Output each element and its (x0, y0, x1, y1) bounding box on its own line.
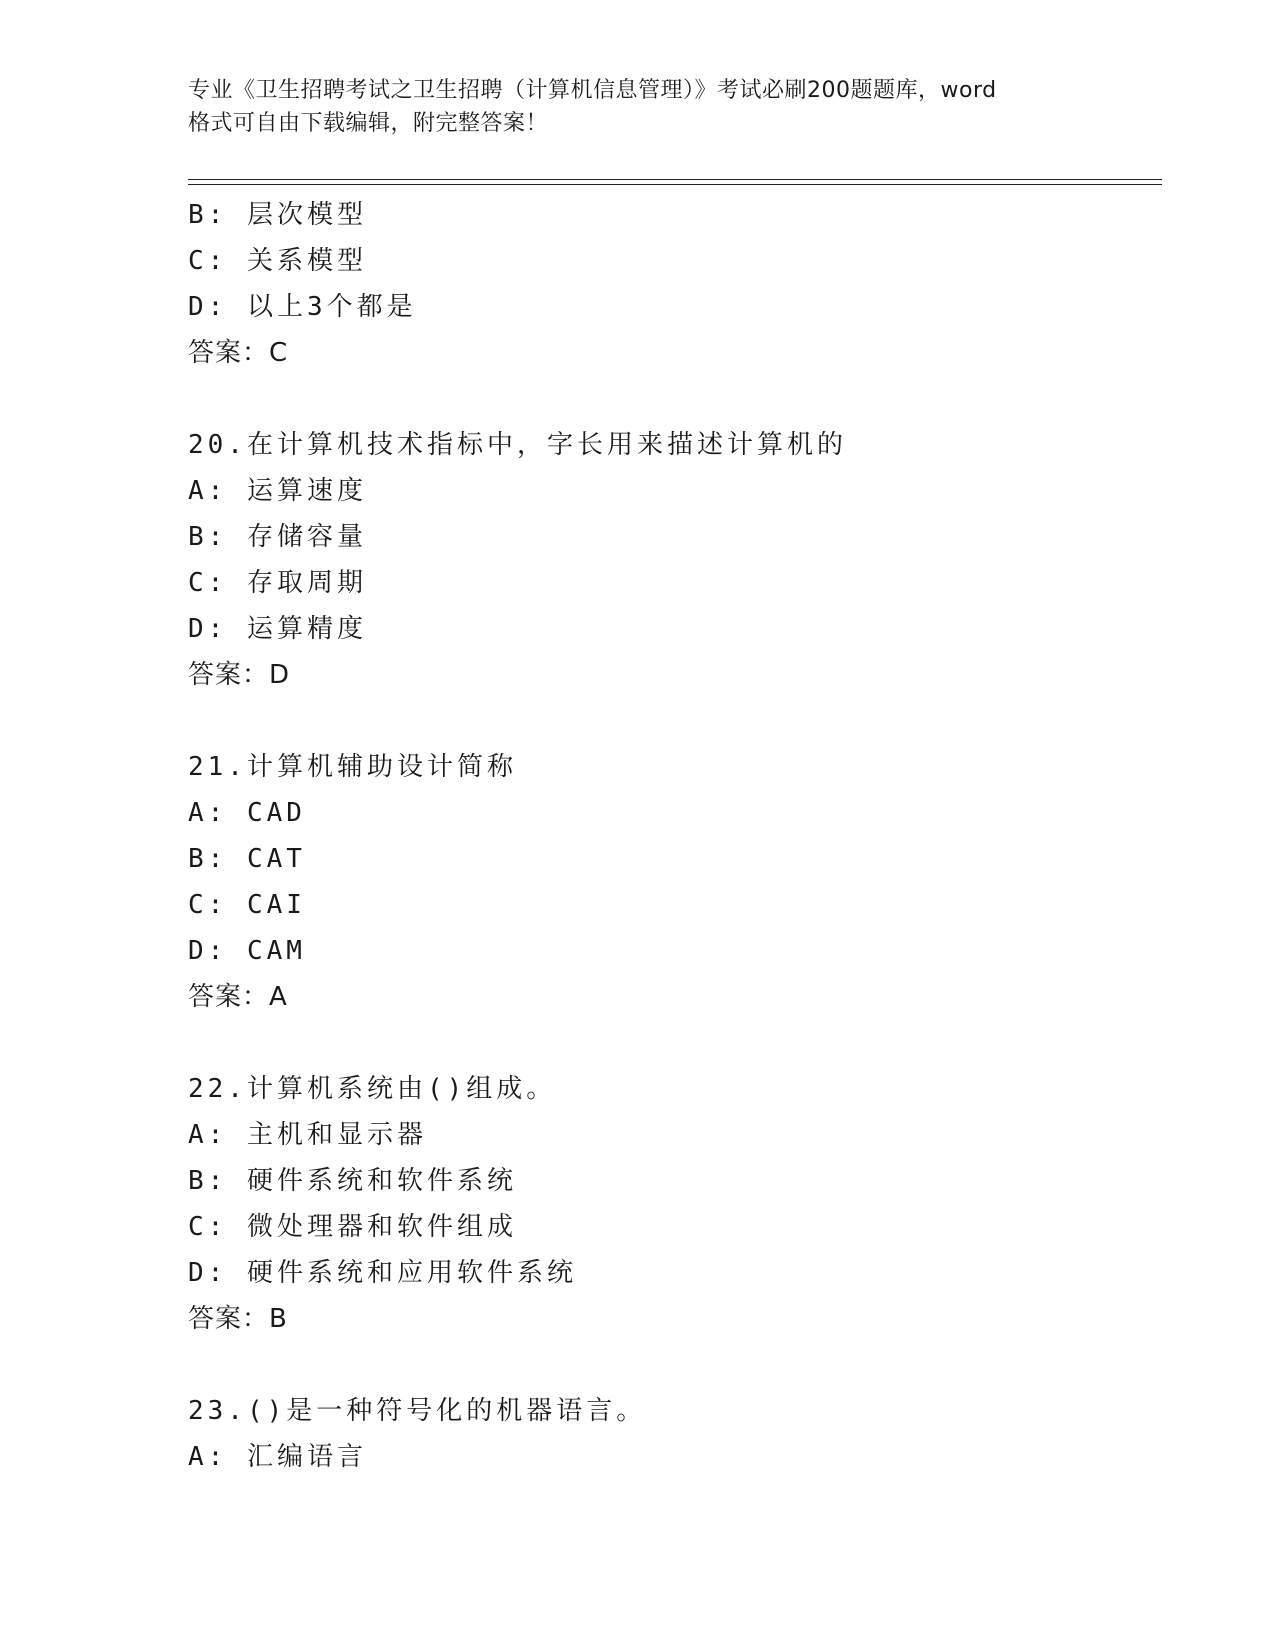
option-b: B: 存储容量 (188, 522, 367, 552)
option-c: C: 微处理器和软件组成 (188, 1212, 517, 1242)
option-c: C: 关系模型 (188, 246, 367, 276)
option-a: A: CAD (188, 798, 306, 828)
question-list (188, 192, 1162, 1480)
option-b: B: 硬件系统和软件系统 (188, 1166, 517, 1196)
question-text: 22.计算机系统由()组成。 (188, 1074, 557, 1104)
question-text: 20.在计算机技术指标中，字长用来描述计算机的 (188, 430, 847, 460)
option-a: A: 汇编语言 (188, 1442, 367, 1472)
question-text: 23.()是一种符号化的机器语言。 (188, 1396, 647, 1426)
header-divider-bottom (188, 184, 1162, 185)
option-a: A: 运算速度 (188, 476, 367, 506)
answer-line: 答案：D (188, 660, 291, 690)
question-block (188, 192, 1162, 376)
option-a: A: 主机和显示器 (188, 1120, 427, 1150)
header-line-1: 专业《卫生招聘考试之卫生招聘（计算机信息管理）》考试必刷200题题库，word (188, 78, 997, 103)
question-block (188, 744, 1162, 1020)
option-d: D: 硬件系统和应用软件系统 (188, 1258, 577, 1288)
option-b: B: 层次模型 (188, 200, 367, 230)
option-c: C: 存取周期 (188, 568, 367, 598)
option-d: D: CAM (188, 936, 306, 966)
option-d: D: 以上3个都是 (188, 292, 417, 322)
header-line-2: 格式可自由下载编辑，附完整答案！ (188, 111, 549, 136)
answer-line: 答案：B (188, 1304, 288, 1334)
option-d: D: 运算精度 (188, 614, 367, 644)
question-block (188, 422, 1162, 698)
answer-line: 答案：C (188, 338, 289, 368)
question-block (188, 1066, 1162, 1342)
document-header (188, 74, 1088, 140)
header-divider-top (188, 179, 1162, 180)
question-text: 21.计算机辅助设计简称 (188, 752, 517, 782)
option-b: B: CAT (188, 844, 306, 874)
answer-line: 答案：A (188, 982, 288, 1012)
question-block (188, 1388, 1162, 1480)
option-c: C: CAI (188, 890, 306, 920)
